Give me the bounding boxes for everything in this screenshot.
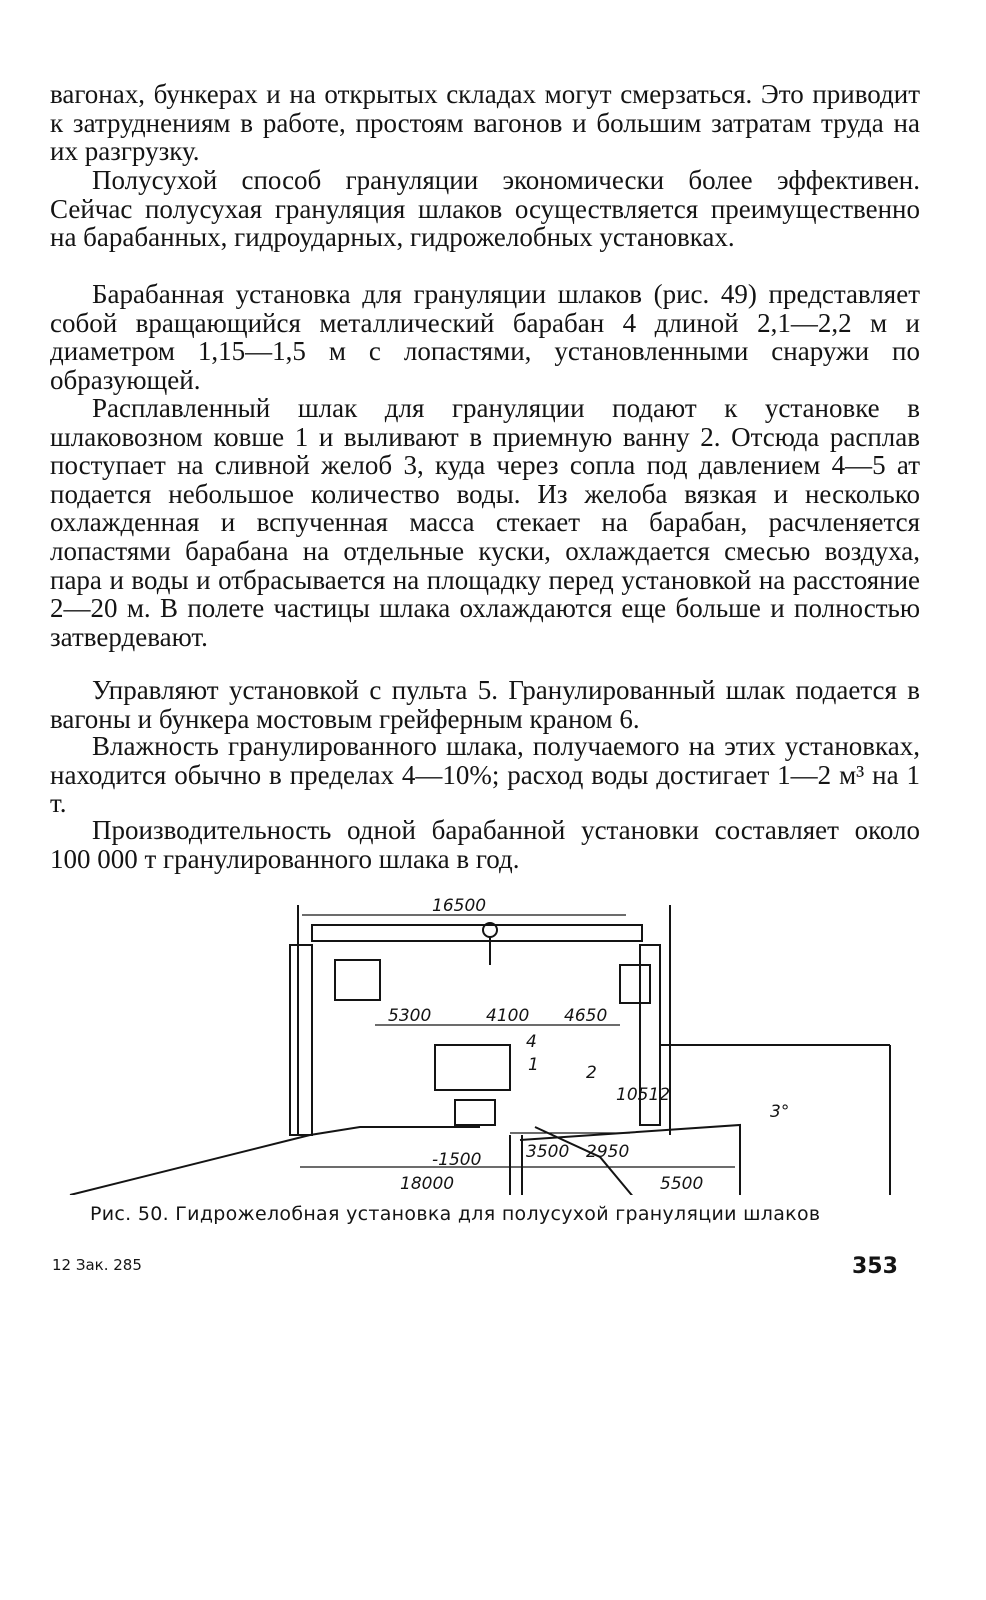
- technical-drawing: [40, 895, 950, 1195]
- print-order-note: 12 Зак. 285: [52, 1256, 142, 1274]
- paragraph-molten-slag: Расплавленный шлак для грануляции подают к установке в шлаковозном ковше 1 и выливают в приемную ванну 2. Отсюда расплав поступает на сливной желоб 3, куда через сопла под давлением 4—5 ат подается небольшое количество воды. Из желоба вязкая и несколько охлажденная и вспученная масса стекает на барабан, расчленяется лопастями барабана на отдельные куски, охлаждается смесью воздуха, пара и воды и отбрасывается на площадку перед установкой на расстояние 2—20 м. В полете частицы шлака охлаждаются еще больше и полностью затвердевают.: [50, 393, 920, 652]
- dim-slope: 3°: [770, 1102, 790, 1122]
- dim-4650: 4650: [564, 1006, 608, 1026]
- figure-50-diagram: [40, 895, 950, 1195]
- page-number: 353: [852, 1254, 898, 1279]
- dim-3500: 3500: [526, 1142, 570, 1162]
- dim-10512: 10512: [616, 1085, 671, 1105]
- crane-cabin: [335, 960, 380, 1000]
- dim-2950: 2950: [586, 1142, 630, 1162]
- right-cabin: [620, 965, 650, 1003]
- left-column: [290, 945, 312, 1135]
- dim-5500: 5500: [660, 1174, 704, 1194]
- figure-caption: Рис. 50. Гидрожелобная установка для полусухой грануляции шлаков: [90, 1203, 821, 1225]
- paragraph-drum-unit: Барабанная установка для грануляции шлаков (рис. 49) представляет собой вращающийся металлический барабан 4 длиной 2,1—2,2 м и диаметром 1,15—1,5 м с лопастями, установленными снаружи по образующей.: [50, 279, 920, 395]
- dim-5300: 5300: [388, 1006, 432, 1026]
- paragraph-control: Управляют установкой с пульта 5. Гранулированный шлак подается в вагоны и бункера мостовым грейферным краном 6.: [50, 675, 920, 734]
- crane-bridge: [312, 925, 642, 941]
- paragraph-continuation: вагонах, бункерах и на открытых складах могут смерзаться. Это приводит к затруднениям в работе, простоям вагонов и большим затратам труда на их разгрузку.: [50, 79, 920, 167]
- paragraph-productivity: Производительность одной барабанной установки составляет около 100 000 т гранулированного шлака в год.: [50, 815, 920, 874]
- label-4: 4: [526, 1032, 537, 1052]
- label-2: 2: [586, 1063, 597, 1083]
- paragraph-semidry-method: Полусухой способ грануляции экономически более эффективен. Сейчас полусухая грануляция шлаков осуществляется преимущественно на барабанных, гидроударных, гидрожелобных установках.: [50, 165, 920, 253]
- dim-4100: 4100: [486, 1006, 530, 1026]
- dim-18000: 18000: [400, 1174, 455, 1194]
- drum-housing: [435, 1045, 510, 1090]
- dim-minus-1500: -1500: [432, 1150, 482, 1170]
- paragraph-humidity: Влажность гранулированного шлака, получаемого на этих установках, находится обычно в пределах 4—10%; расход воды достигает 1—2 м³ на 1 т.: [50, 731, 920, 819]
- label-1: 1: [528, 1055, 539, 1075]
- drum-base: [455, 1100, 495, 1125]
- dim-16500: 16500: [432, 896, 487, 916]
